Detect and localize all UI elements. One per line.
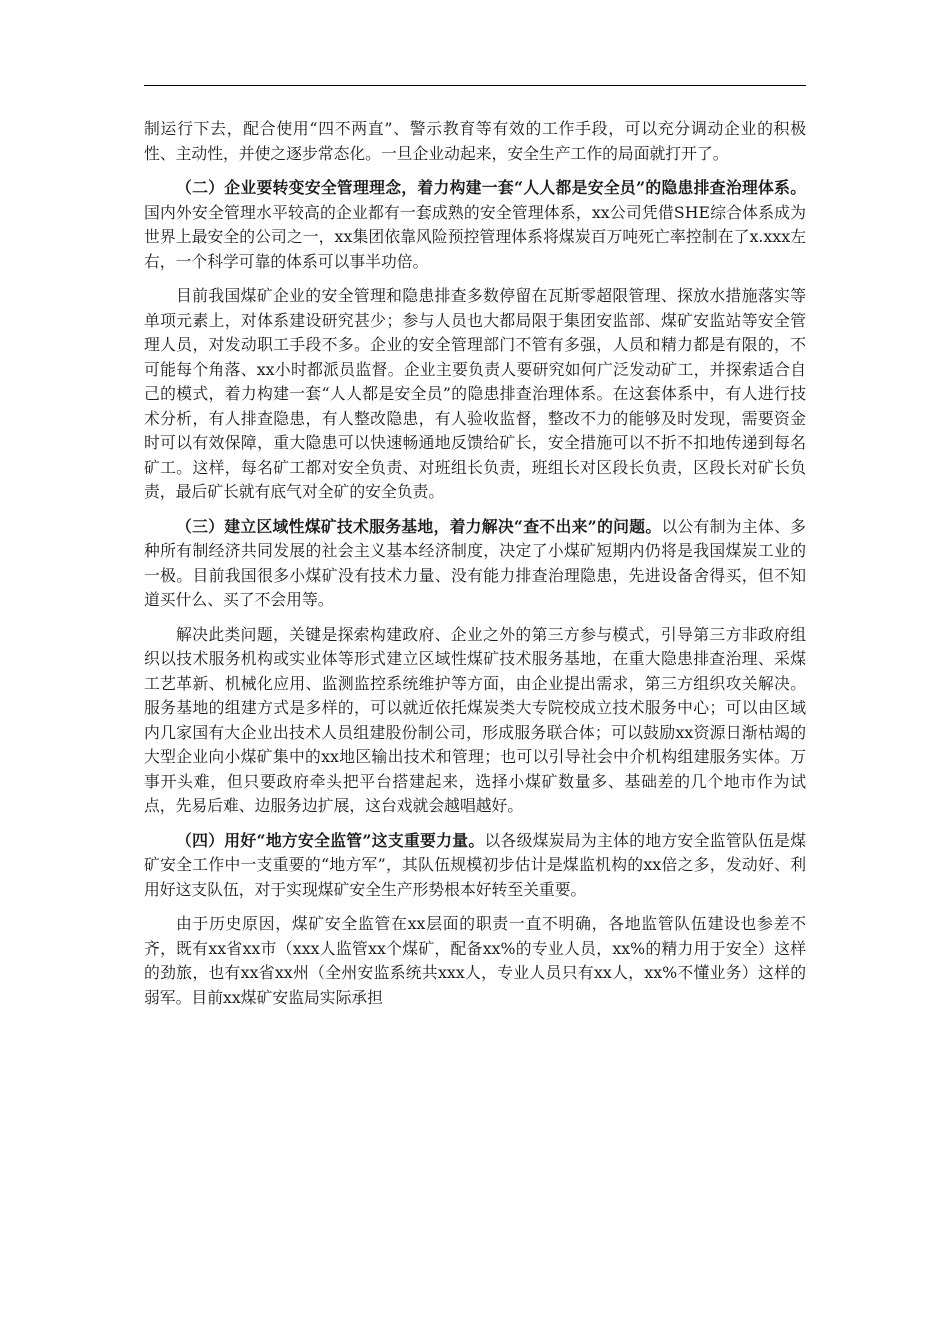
section-four-heading: （四）用好“地方安全监管”这支重要力量。 [176,830,485,850]
section-two-heading: （二）企业要转变安全管理理念，着力构建一套“人人都是安全员”的隐患排查治理体系。 [176,178,806,197]
paragraph-4-text: 以公有制为主体、多种所有制经济共同发展的社会主义基本经济制度，决定了小煤矿短期内仍将是我国煤炭工业的一极。目前我国很多小煤矿没有技术力量、没有能力排查治理隐患，先进设备舍得买，但不知道买什么、买了不会用等。 [144,516,806,609]
paragraph-3-text: 目前我国煤矿企业的安全管理和隐患排查多数停留在瓦斯零超限管理、探放水措施落实等单项元素上，对体系建设研究甚少；参与人员也大都局限于集团安监部、煤矿安监站等安全管理人员，对发动职工手段不多。企业的安全管理部门不管有多强，人员和精力都是有限的，不可能每个角落、xx小时都派员监督。企业主要负责人要研究如何广泛发动矿工，并探索适合自己的模式，着力构建一套“人人都是安全员”的隐患排查治理体系。在这套体系中，有人进行技术分析，有人排查隐患，有人整改隐患，有人验收监督，整改不力的能够及时发现，需要资金时可以有效保障，重大隐患可以快速畅通地反馈给矿长，安全措施可以不折不扣地传递到每名矿工。这样，每名矿工都对安全负责、对班组长负责，班组长对区段长负责，区段长对矿长负责，最后矿长就有底气对全矿的安全负责。 [144,286,806,501]
paragraph-1 [144,117,806,166]
paragraph-3 [144,284,806,505]
paragraph-5-text: 解决此类问题，关键是探索构建政府、企业之外的第三方参与模式，引导第三方非政府组织以技术服务机构或实业体等形式建立区域性煤矿技术服务基地，在重大隐患排查治理、采煤工艺革新、机械化应用、监测监控系统维护等方面，由企业提出需求，第三方组织攻关解决。服务基地的组建方式是多样的，可以就近依托煤炭类大专院校成立技术服务中心；可以由区域内几家国有大企业出技术人员组建股份制公司，形成服务联合体；可以鼓励xx资源日渐枯竭的大型企业向小煤矿集中的xx地区输出技术和管理；也可以引导社会中介机构组建服务实体。万事开头难，但只要政府牵头把平台搭建起来，选择小煤矿数量多、基础差的几个地市作为试点，先易后难、边服务边扩展，这台戏就会越唱越好。 [144,624,806,815]
paragraph-4-section-three [144,515,806,613]
paragraph-2-text: 国内外安全管理水平较高的企业都有一套成熟的安全管理体系，xx公司凭借SHE综合体系成为世界上最安全的公司之一，xx集团依靠风险预控管理体系将煤炭百万吨死亡率控制在了x.xxx左右，一个科学可靠的体系可以事半功倍。 [144,202,806,271]
paragraph-6-section-four [144,829,806,903]
paragraph-5 [144,623,806,819]
paragraph-6-text: 以各级煤炭局为主体的地方安全监管队伍是煤矿安全工作中一支重要的“地方军”，其队伍规模初步估计是煤监机构的xx倍之多，发动好、利用好这支队伍，对于实现煤矿安全生产形势根本好转至关重要。 [144,830,806,899]
document-body [144,117,806,1020]
paragraph-2-section-two [144,176,806,274]
header-rule [144,85,806,86]
paragraph-7 [144,912,806,1010]
paragraph-1-text: 制运行下去，配合使用“四不两直”、警示教育等有效的工作手段，可以充分调动企业的积极性、主动性，并使之逐步常态化。一旦企业动起来，安全生产工作的局面就打开了。 [144,119,806,163]
paragraph-7-text: 由于历史原因，煤矿安全监管在xx层面的职责一直不明确，各地监管队伍建设也参差不齐，既有xx省xx市（xxx人监管xx个煤矿，配备xx%的专业人员，xx%的精力用于安全）这样的劲旅，也有xx省xx州（全州安监系统共xxx人，专业人员只有xx人，xx%不懂业务）这样的弱军。目前xx煤矿安监局实际承担 [144,914,806,1007]
section-three-heading: （三）建立区域性煤矿技术服务基地，着力解决“查不出来”的问题。 [176,516,662,536]
